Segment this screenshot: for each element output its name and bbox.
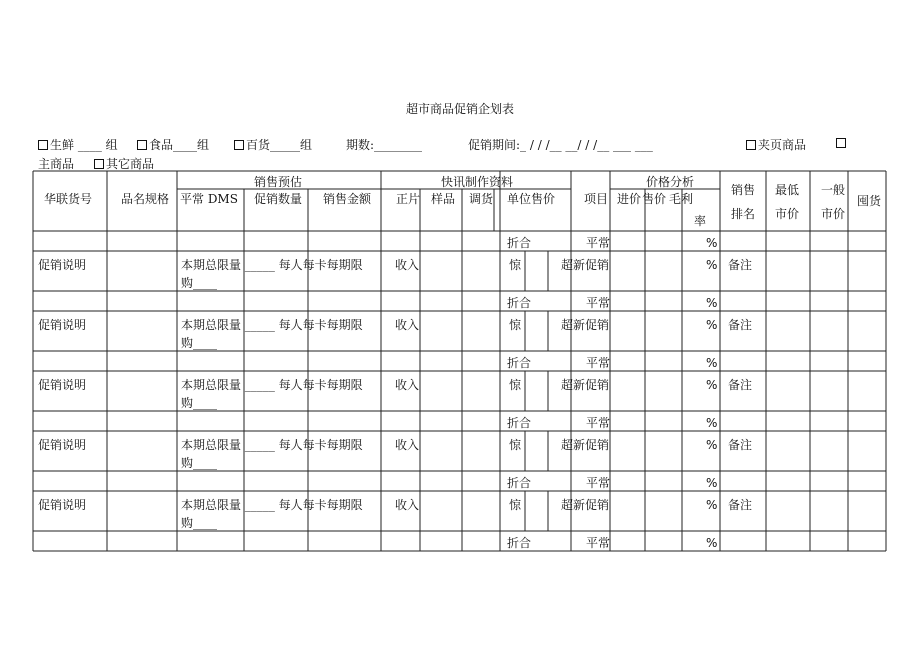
row-limit: 本期总限量 _____ 每人每卡每期限 [181, 378, 363, 392]
row-remark: 备注 [728, 378, 753, 392]
row-surprise: 惊 [509, 378, 522, 392]
row-pct: % [706, 236, 718, 250]
row-discount: 折合 [507, 416, 532, 430]
row-normal: 平常 [586, 476, 611, 490]
row-promo-note: 促销说明 [38, 498, 87, 512]
header-flyer: 快讯制作资料 [441, 175, 514, 189]
header-sales-est: 销售预估 [254, 175, 303, 189]
row-normal: 平常 [586, 356, 611, 370]
row-limit: 本期总限量 _____ 每人每卡每期限 [181, 498, 363, 512]
row-pct: % [706, 296, 718, 310]
row-surprise: 惊 [509, 318, 522, 332]
row-normal: 平常 [586, 236, 611, 250]
header-lowest-a: 最低 [775, 183, 800, 197]
row-limit-qty: 购____ [181, 456, 218, 470]
header-transfer: 调货 [469, 192, 494, 206]
row-remark: 备注 [728, 318, 753, 332]
filter-other-label: 其它商品 [106, 157, 155, 171]
row-super-new: 超新促销 [561, 318, 610, 332]
row-pct: % [706, 258, 718, 272]
row-discount: 折合 [507, 476, 532, 490]
header-item-no: 华联货号 [44, 192, 93, 206]
row-pct: % [706, 438, 718, 452]
row-surprise: 惊 [509, 498, 522, 512]
header-rank-b: 排名 [731, 207, 756, 221]
row-pct: % [706, 536, 718, 550]
filter-fresh-label: 生鲜 ____ 组 [50, 138, 118, 152]
row-pct: % [706, 356, 718, 370]
row-discount: 折合 [507, 236, 532, 250]
row-income: 收入 [395, 258, 420, 272]
promo-period-field: 促销期间:_ / / /__ __/ / /__ ___ ___ [468, 138, 653, 152]
header-unit-price: 单位售价 [507, 192, 556, 206]
row-normal: 平常 [586, 536, 611, 550]
filter-feature-label: 夹页商品 [758, 138, 807, 152]
header-price-analysis: 价格分析 [646, 175, 695, 189]
row-surprise: 惊 [509, 258, 522, 272]
row-income: 收入 [395, 318, 420, 332]
row-pct: % [706, 476, 718, 490]
header-normal-dms-label: 平常 DMS [180, 192, 238, 206]
row-remark: 备注 [728, 258, 753, 272]
row-normal: 平常 [586, 416, 611, 430]
header-sample: 样品 [431, 192, 456, 206]
page-title: 超市商品促销企划表 [405, 102, 514, 116]
header-normal-dms [180, 192, 238, 206]
header-item: 项目 [584, 192, 609, 206]
row-limit-qty: 购____ [181, 396, 218, 410]
header-general-a: 一般 [821, 183, 846, 197]
row-super-new: 超新促销 [561, 378, 610, 392]
row-normal: 平常 [586, 296, 611, 310]
row-super-new: 超新促销 [561, 498, 610, 512]
row-limit-qty: 购____ [181, 516, 218, 530]
row-income: 收入 [395, 438, 420, 452]
row-super-new: 超新促销 [561, 258, 610, 272]
row-promo-note: 促销说明 [38, 318, 87, 332]
header-lowest-b: 市价 [775, 207, 800, 221]
row-limit: 本期总限量 _____ 每人每卡每期限 [181, 318, 363, 332]
row-pct: % [706, 416, 718, 430]
row-limit-qty: 购____ [181, 336, 218, 350]
header-price: 售价 [642, 192, 667, 206]
row-discount: 折合 [507, 356, 532, 370]
row-limit-qty: 购____ [181, 276, 218, 290]
filter-general-label: 百货_____组 [246, 138, 313, 152]
period-field: 期数:________ [346, 138, 423, 152]
row-pct: % [706, 378, 718, 392]
header-margin-b: 率 [694, 214, 707, 228]
filter-main-label: 主商品 [38, 157, 75, 171]
row-income: 收入 [395, 498, 420, 512]
header-stock: 囤货 [857, 194, 882, 208]
row-promo-note: 促销说明 [38, 378, 87, 392]
row-pct: % [706, 318, 718, 332]
filter-food-label: 食品____组 [149, 138, 210, 152]
row-super-new: 超新促销 [561, 438, 610, 452]
row-income: 收入 [395, 378, 420, 392]
header-promo-qty: 促销数量 [254, 192, 303, 206]
row-surprise: 惊 [509, 438, 522, 452]
header-sales-amt: 销售金额 [323, 192, 372, 206]
row-discount: 折合 [507, 536, 532, 550]
row-promo-note: 促销说明 [38, 258, 87, 272]
header-rank-a: 销售 [731, 183, 756, 197]
row-promo-note: 促销说明 [38, 438, 87, 452]
row-limit: 本期总限量 _____ 每人每卡每期限 [181, 438, 363, 452]
row-limit: 本期总限量 _____ 每人每卡每期限 [181, 258, 363, 272]
header-photo: 正片 [396, 192, 421, 206]
row-discount: 折合 [507, 296, 532, 310]
header-margin-a: 毛利 [669, 192, 694, 206]
header-cost: 进价 [617, 192, 642, 206]
header-spec: 品名规格 [121, 192, 170, 206]
header-general-b: 市价 [821, 207, 846, 221]
row-remark: 备注 [728, 498, 753, 512]
row-pct: % [706, 498, 718, 512]
row-remark: 备注 [728, 438, 753, 452]
